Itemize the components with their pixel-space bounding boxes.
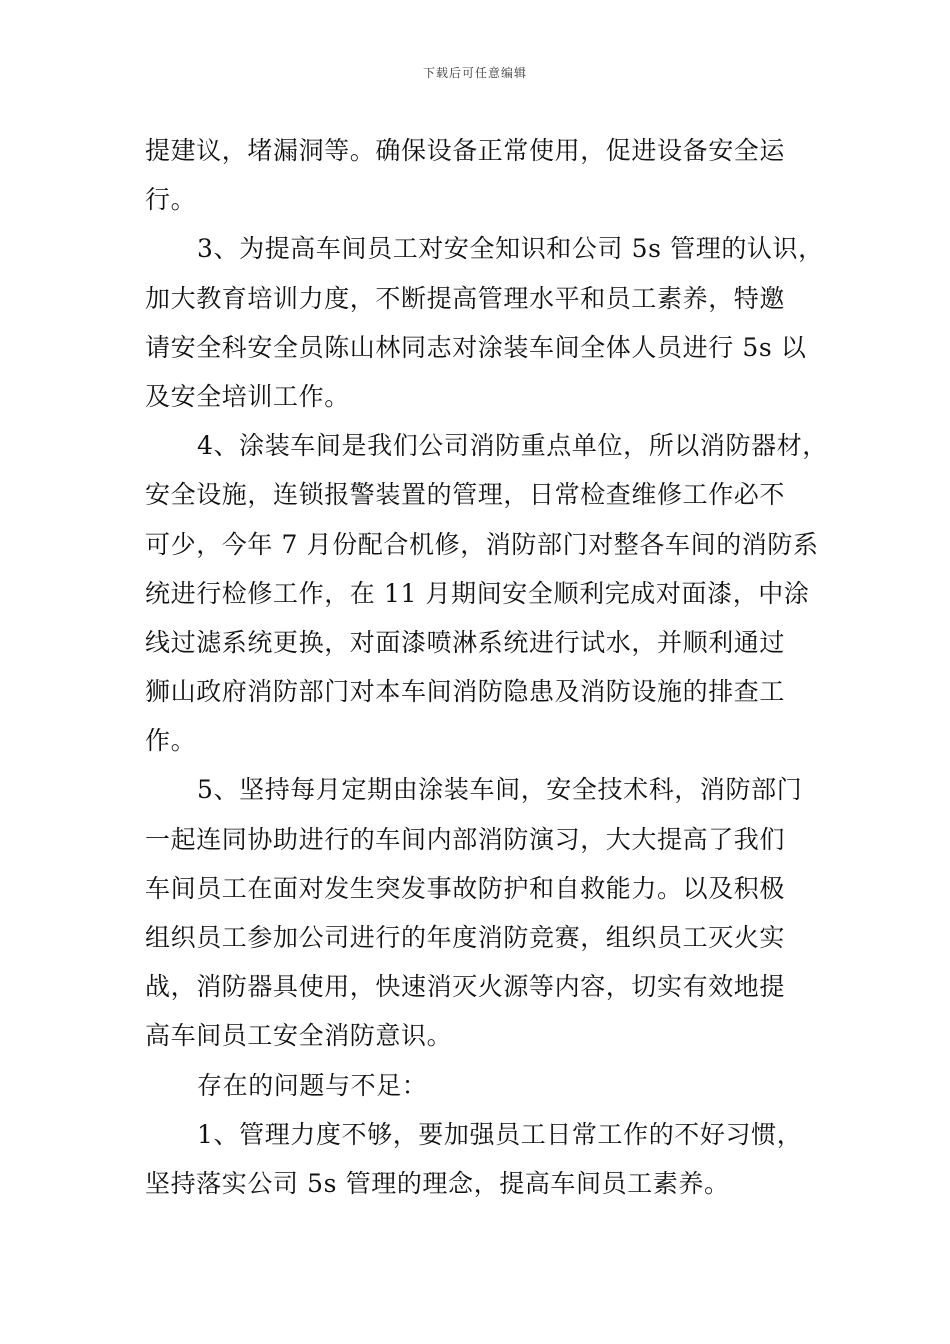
text-line: 高车间员工安全消防意识。 [145, 1021, 453, 1051]
text-line: 安全设施，连锁报警装置的管理，日常检查维修工作必不 [145, 480, 786, 510]
paragraph-start-line: 3、为提高车间员工对安全知识和公司 5s 管理的认识， [197, 234, 824, 264]
text-line: 战，消防器具使用，快速消灭火源等内容，切实有效地提 [145, 972, 786, 1002]
text-line: 作。 [145, 726, 197, 756]
text-line: 加大教育培训力度，不断提高管理水平和员工素养，特邀 [145, 283, 786, 313]
text-line: 行。 [145, 185, 197, 215]
text-line: 请安全科安全员陈山林同志对涂装车间全体人员进行 5s 以 [145, 332, 807, 362]
paragraph-start-line: 1、管理力度不够，要加强员工日常工作的不好习惯， [197, 1119, 803, 1149]
text-line: 狮山政府消防部门对本车间消防隐患及消防设施的排查工 [145, 677, 786, 707]
text-line: 一起连同协助进行的车间内部消防演习，大大提高了我们 [145, 824, 786, 854]
document-body [145, 126, 828, 1208]
text-line: 坚持落实公司 5s 管理的理念，提高车间员工素养。 [145, 1168, 730, 1198]
page-header: 下载后可任意编辑 [422, 66, 527, 80]
text-line: 提建议，堵漏洞等。确保设备正常使用，促进设备安全运 [145, 136, 786, 165]
text-line: 及安全培训工作。 [145, 381, 350, 411]
text-line: 车间员工在面对发生突发事故防护和自救能力。以及积极 [145, 873, 786, 903]
text-line: 可少，今年 7 月份配合机修，消防部门对整各车间的消防系 [145, 529, 819, 559]
text-line: 组织员工参加公司进行的年度消防竞赛，组织员工灭火实 [145, 923, 786, 952]
paragraph-start-line: 5、坚持每月定期由涂装车间，安全技术科，消防部门 [197, 775, 803, 805]
text-line: 线过滤系统更换，对面漆喷淋系统进行试水，并顺利通过 [145, 627, 786, 657]
text-line: 统进行检修工作，在 11 月期间安全顺利完成对面漆，中涂 [145, 578, 810, 608]
paragraph-start-line: 4、涂装车间是我们公司消防重点单位，所以消防器材， [197, 431, 828, 461]
section-heading: 存在的问题与不足： [197, 1070, 428, 1100]
